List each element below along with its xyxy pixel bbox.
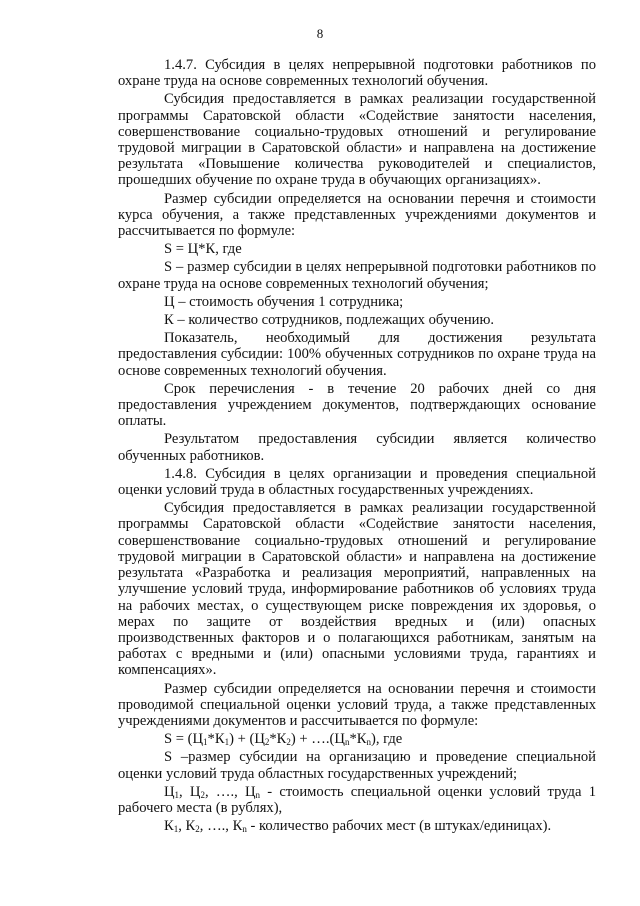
section-heading-1-4-8: 1.4.8. Субсидия в целях организации и проведения специальной оценки условий труда в областных государственных учреждениях. bbox=[118, 465, 596, 499]
definition-k-list: $К_1$, $К_2$, …., $К_n$ - количество рабочих мест (в штуках/единицах). bbox=[164, 818, 552, 835]
section-heading-1-4-7: 1.4.7. Субсидия в целях непрерывной подготовки работников по охране труда на основе современных технологий обучения. bbox=[118, 57, 596, 90]
paragraph: Результатом предоставления субсидии является количество обученных работников. bbox=[118, 431, 596, 464]
paragraph: Размер субсидии определяется на основании перечня и стоимости курса обучения, а также представленных учреждениями документов и рассчитывается по формуле: bbox=[118, 190, 596, 240]
definition-c: Ц – стоимость обучения 1 сотрудника; bbox=[164, 293, 404, 310]
formula-1: S = Ц*К, где bbox=[164, 241, 242, 258]
paragraph: Субсидия предоставляется в рамках реализации государственной программы Саратовской области «Содействие занятости населения, совершенствование социально-трудовых отношений и регулирование трудовой миграции в Саратовской области» и направлена на достижение результата «Разработка и реализация мероприятий, направленных на улучшение условий труда, информирование работников об условиях труда на рабочих местах, о существующем риске повреждения их здоровья, о мерах по защите от воздействия вредных и (или) опасных производственных факторов и о полагающихся работникам, занятым на работах с вредными и (или) опасными условиями труда, гарантиях и компенсациях». bbox=[118, 500, 596, 679]
definition-c-list: $Ц_1$, $Ц_2$, …., $Ц_n$ - стоимость специальной оценки условий труда 1 рабочего места (в рублях), bbox=[118, 783, 596, 816]
document-body bbox=[118, 57, 596, 834]
definition-s-2: S –размер субсидии на организацию и проведение специальной оценки условий труда областных государственных учреждений; bbox=[118, 749, 596, 782]
page-number: 8 bbox=[316, 26, 324, 41]
paragraph: Показатель, необходимый для достижения результата предоставления субсидии: 100% обученных сотрудников по охране труда на основе современных технологий обучения. bbox=[118, 330, 596, 379]
paragraph: Срок перечисления - в течение 20 рабочих дней со дня предоставления учреждением документов, подтверждающих основание оплаты. bbox=[118, 380, 596, 430]
definition-k: К – количество сотрудников, подлежащих обучению. bbox=[164, 312, 495, 329]
definition-s: S – размер субсидии в целях непрерывной подготовки работников по охране труда на основе современных технологий обучения; bbox=[118, 259, 596, 292]
paragraph: Субсидия предоставляется в рамках реализации государственной программы Саратовской области «Содействие занятости населения, совершенствование социально-трудовых отношений и регулирование трудовой миграции в Саратовской области» и направлена на достижение результата «Повышение количества руководителей и специалистов, прошедших обучение по охране труда в обучающих организациях». bbox=[118, 91, 596, 189]
formula-2: $S = (Ц_1*К_1) + (Ц_2*К_2)$ + $\dots.(Ц_n*К_n)$, где bbox=[164, 731, 403, 748]
paragraph: Размер субсидии определяется на основании перечня и стоимости проводимой специальной оценки условий труда, а также представленных учреждениями документов и рассчитывается по формуле: bbox=[118, 680, 596, 729]
